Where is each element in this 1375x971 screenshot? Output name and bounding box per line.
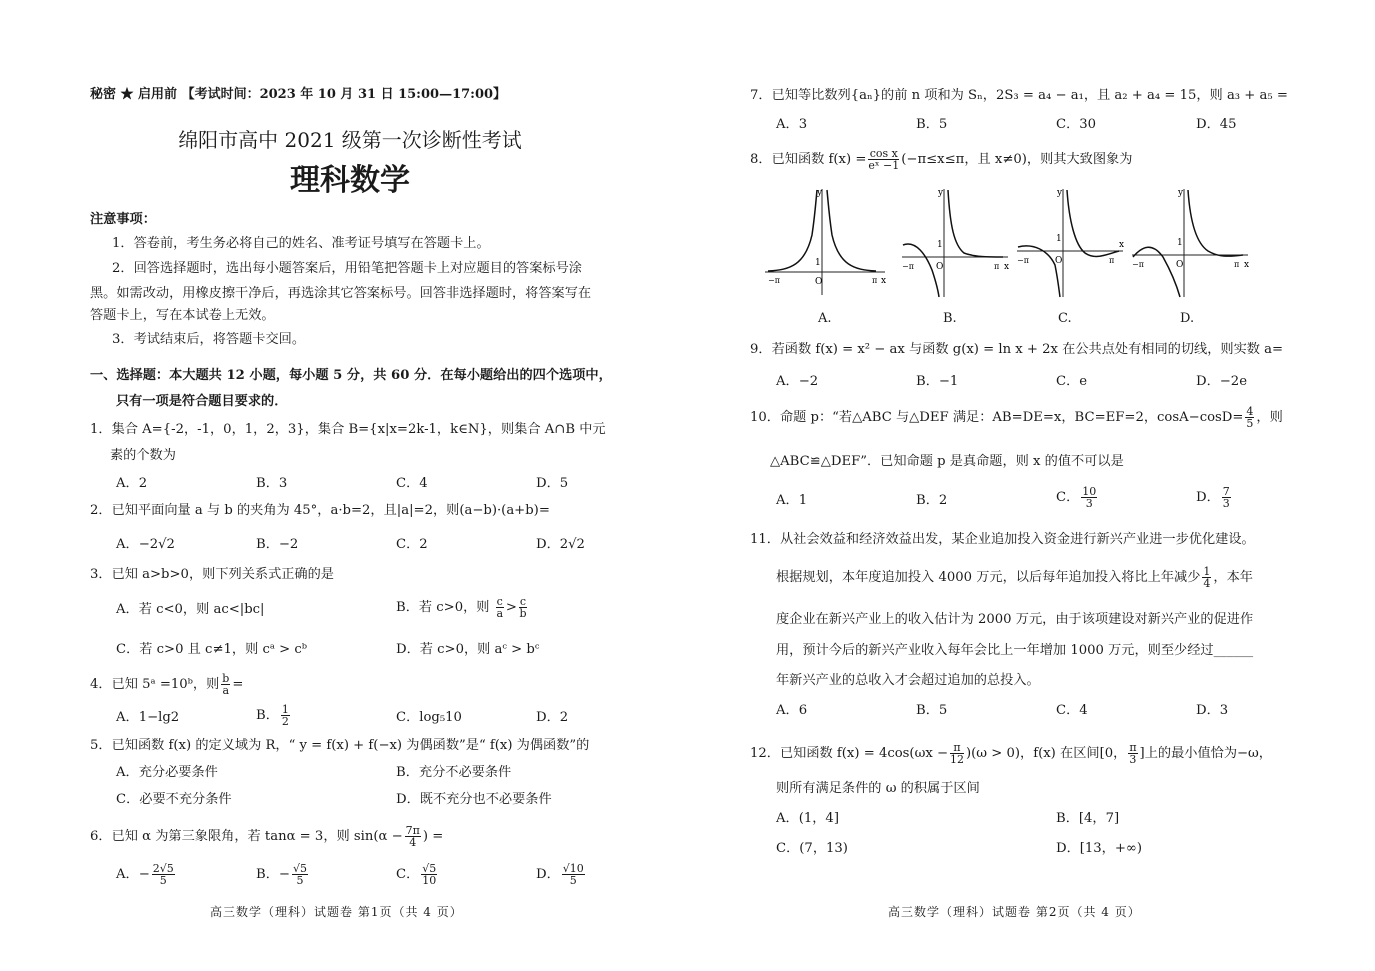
curve: [1188, 190, 1243, 256]
y-axis-label: y: [817, 188, 823, 198]
notice-item: 2．回答选择题时，选出每小题答案后，用铅笔把答题卡上对应题目的答案标号涂: [112, 261, 582, 276]
curve: [948, 190, 1003, 257]
fraction-numerator: b: [222, 672, 230, 685]
q3-option-a: A．若 c<0，则 ac<|bc|: [116, 602, 265, 617]
fraction: [1222, 486, 1231, 509]
fraction-numerator: c: [519, 595, 527, 608]
tick-one: 1: [937, 240, 943, 250]
notice-item: 1．答卷前，考生务必将自己的姓名、准考证号填写在答题卡上。: [112, 236, 490, 251]
curve: [1067, 190, 1119, 257]
fraction-denominator: 2: [281, 715, 289, 728]
tick-pi: π: [872, 276, 878, 285]
q9-option-c: C．e: [1056, 374, 1088, 389]
notice-item: 黑。如需改动，用橡皮擦干净后，再选涂其它答案标号。回答非选择题时，将答案写在: [90, 286, 592, 301]
q7-option-c: C．30: [1056, 117, 1097, 132]
q1-option-a: A．2: [116, 476, 148, 491]
fraction: [421, 863, 437, 886]
question-10-cont: △ABC≌△DEF”．已知命题 p 是真命题，则 x 的值不可以是: [770, 454, 1124, 469]
q10-option-c: [1056, 486, 1099, 509]
fraction-b-over-a: [221, 673, 230, 696]
q9-option-b: B．−1: [916, 374, 959, 389]
q12-option-b: B．[4，7]: [1056, 811, 1120, 826]
question-5: 5．已知函数 f(x) 的定义域为 R，“ y = f(x) + f(−x) 为偶函数”是“ f(x) 为偶函数”的: [90, 738, 590, 753]
section-heading: 一、选择题：本大题共 12 小题，每小题 5 分，共 60 分．在每小题给出的四个选项中，: [90, 368, 612, 383]
x-axis-label: x: [881, 276, 887, 286]
fraction-numerator: √5: [292, 862, 307, 875]
q10-option-d: [1196, 486, 1233, 509]
fraction-numerator: √10: [562, 862, 584, 875]
q12-option-c: C．(7，13): [776, 841, 848, 856]
q7-option-b: B．5: [916, 117, 948, 132]
fraction-numerator: 4: [1246, 405, 1254, 418]
x-axis-label: x: [1244, 260, 1250, 270]
question-6: [90, 825, 443, 848]
tick-neg-pi: −π: [902, 262, 914, 271]
fraction-numerator: 2√5: [152, 862, 174, 875]
q12-text-mid: )(ω > 0)，f(x) 在区间[0，: [966, 746, 1127, 761]
q5-option-c: C．必要不充分条件: [116, 792, 232, 807]
exam-title: 绵阳市高中 2021 级第一次诊断性考试: [178, 128, 522, 152]
y-axis-label: y: [1057, 188, 1063, 198]
tick-neg-pi: −π: [1132, 260, 1144, 269]
subject-title: 理科数学: [290, 163, 410, 198]
fraction-denominator: b: [519, 607, 527, 620]
q3-option-c: C．若 c>0 且 c≠1，则 cᵃ > cᵇ: [116, 642, 308, 657]
q3-option-b-text: B．若 c>0，则: [396, 600, 490, 615]
q11-option-c: C．4: [1056, 703, 1088, 718]
fraction-c-over-b: [519, 596, 527, 619]
question-8: [750, 148, 1132, 171]
fraction-1-over-4: [1202, 566, 1211, 589]
fraction-numerator: 7π: [405, 824, 420, 837]
q1-option-c: C．4: [396, 476, 428, 491]
graph-option-c: [1013, 185, 1128, 300]
fraction-denominator: 3: [1129, 753, 1137, 766]
q6-option-label: A．−: [116, 867, 150, 882]
notice-heading: 注意事项：: [90, 212, 156, 227]
fraction-numerator: π: [950, 742, 964, 754]
question-12-cont: 则所有满足条件的 ω 的积属于区间: [776, 781, 980, 796]
graph-option-b: [898, 185, 1013, 300]
fraction-denominator: 10: [422, 874, 437, 887]
page-footer: 高三数学（理科）试题卷 第1页（共 4 页）: [210, 905, 463, 919]
fraction-c-over-a: [496, 596, 504, 619]
exam-time-line: 秘密 ★ 启用前 【考试时间：2023 年 10 月 31 日 15:00—17:00】: [90, 87, 507, 102]
q6-option-label: C．: [396, 867, 420, 882]
question-1-cont: 素的个数为: [110, 448, 176, 463]
q12-option-a: A．(1，4]: [776, 811, 839, 826]
origin-label: O: [936, 262, 944, 272]
q5-option-d: D．既不充分也不必要条件: [396, 792, 552, 807]
y-axis-label: y: [1178, 188, 1184, 198]
question-1: 1．集合 A={-2，-1，0，1，2，3}，集合 B={x|x=2k-1，k∈N}，则集合 A∩B 中元: [90, 422, 606, 437]
q7-option-d: D．45: [1196, 117, 1237, 132]
q12-option-d: D．[13，+∞): [1056, 841, 1143, 856]
x-axis-label: x: [1004, 262, 1010, 272]
curve: [827, 190, 876, 271]
q3-option-b: B．若 c>0，则 $\frac{c}{a}$ > $\frac{c}{b}$: [396, 595, 527, 620]
fraction-numerator: c: [496, 595, 503, 608]
q6-option-b: [256, 863, 310, 886]
q6-option-label: B．−: [256, 867, 290, 882]
x-axis-label: x: [1119, 240, 1125, 250]
graph-label-a: A.: [818, 311, 832, 326]
q4-option-b: [256, 704, 292, 727]
fraction-pi-over-12: [950, 742, 964, 765]
fraction-denominator: 5: [159, 874, 167, 887]
q12-text: 12．已知函数 f(x) = 4cos(ωx −: [750, 746, 949, 761]
q6-option-a: [116, 863, 177, 886]
q4-text: 4．已知 5ᵃ =10ᵇ，则: [90, 677, 220, 692]
fraction-denominator: 4: [1203, 577, 1211, 590]
graph-option-d: [1128, 185, 1253, 300]
q6-option-label: D．: [536, 867, 560, 882]
question-10: [750, 406, 1283, 429]
fraction-numerator: 10: [1082, 485, 1097, 498]
q2-option-b: B．−2: [256, 537, 299, 552]
q3-option-d: D．若 c>0，则 aᶜ > bᶜ: [396, 642, 540, 657]
fraction-denominator: 12: [950, 753, 965, 766]
question-11-cont: 用，预计今后的新兴产业收入每年会比上一年增加 1000 万元，则至少经过______: [776, 643, 1254, 658]
question-11-cont: 年新兴产业的总收入才会超过追加的总投入。: [776, 673, 1040, 688]
q8-text-end: (−π≤x≤π，且 x≠0)，则其大致图象为: [901, 152, 1133, 167]
q2-option-c: C．2: [396, 537, 428, 552]
q9-option-d: D．−2e: [1196, 374, 1248, 389]
q4-option-d: D．2: [536, 710, 569, 725]
fraction-numerator: 1: [281, 703, 289, 716]
question-3: 3．已知 a>b>0，则下列关系式正确的是: [90, 567, 334, 582]
tick-pi: π: [1109, 256, 1115, 265]
origin-label: O: [1176, 260, 1184, 270]
question-9: 9．若函数 f(x) = x² − ax 与函数 g(x) = ln x + 2x 在公共点处有相同的切线，则实数 a=: [750, 342, 1284, 357]
q10-text-end: ，则: [1256, 410, 1283, 425]
question-11: 11．从社会效益和经济效益出发，某企业追加投入资金进行新兴产业进一步优化建设。: [750, 532, 1255, 547]
q6-option-c: [396, 863, 439, 886]
fraction-denominator: a: [496, 607, 504, 620]
fraction: [562, 863, 585, 886]
q4-text-end: =: [232, 677, 244, 692]
question-12: [750, 742, 1272, 765]
q5-option-b: B．充分不必要条件: [396, 765, 512, 780]
curve: [1018, 246, 1063, 297]
q6-option-d: [536, 863, 587, 886]
graph-label-c: C.: [1058, 311, 1072, 326]
q9-option-a: A．−2: [776, 374, 819, 389]
question-2: 2．已知平面向量 a 与 b 的夹角为 45°，a·b=2，且|a|=2，则(a−b)·(a+b)=: [90, 503, 550, 518]
fraction-denominator: 5: [1246, 417, 1254, 430]
fraction: [1081, 486, 1097, 509]
q10-option-label: C．: [1056, 490, 1080, 505]
tick-pi: π: [1234, 260, 1240, 269]
section-heading: 只有一项是符合题目要求的．: [116, 394, 288, 409]
curve: [768, 190, 817, 271]
question-11-cont: 度企业在新兴产业上的收入估计为 2000 万元，由于该项建设对新兴产业的促进作: [776, 612, 1254, 627]
left-page: [0, 0, 687, 971]
graph-label-d: D.: [1180, 311, 1195, 326]
fraction-cosx-over-ex-minus-1: [868, 148, 899, 171]
q10-option-b: B．2: [916, 493, 948, 508]
fraction-denominator: 4: [409, 836, 417, 849]
q4-option-a: A．1−lg2: [116, 710, 180, 725]
fraction-numerator: 1: [1203, 565, 1211, 578]
tick-neg-pi: −π: [768, 276, 780, 285]
fraction-numerator: √5: [422, 862, 437, 875]
q6-text-end: ) =: [422, 829, 444, 844]
fraction-denominator: a: [222, 684, 230, 697]
graph-label-b: B.: [943, 311, 957, 326]
q11-text-end: ，本年: [1213, 570, 1253, 585]
fraction-denominator: 3: [1222, 497, 1230, 510]
q5-option-a: A．充分必要条件: [116, 765, 218, 780]
q2-option-a: A．−2√2: [116, 537, 175, 552]
fraction-one-half: [281, 704, 290, 727]
q2-option-d: D．2√2: [536, 537, 585, 552]
notice-item: 答题卡上，写在本试卷上无效。: [90, 308, 275, 323]
right-page: [688, 0, 1375, 971]
graph-option-a: [760, 185, 890, 300]
q6-text: 6．已知 α 为第三象限角，若 tanα = 3，则 sin(α −: [90, 829, 403, 844]
q11-option-d: D．3: [1196, 703, 1229, 718]
q10-text: 10．命题 p：“若△ABC 与△DEF 满足：AB=DE=x，BC=EF=2，cosA−cosD=: [750, 410, 1244, 425]
q10-option-label: D．: [1196, 490, 1220, 505]
q11-option-a: A．6: [776, 703, 808, 718]
tick-neg-pi: −π: [1017, 256, 1029, 265]
tick-one: 1: [1177, 238, 1183, 248]
fraction-denominator: eˣ −1: [868, 159, 900, 172]
page-footer: 高三数学（理科）试题卷 第2页（共 4 页）: [888, 905, 1141, 919]
q11-option-b: B．5: [916, 703, 948, 718]
origin-label: O: [1055, 256, 1063, 266]
y-axis-label: y: [938, 188, 944, 198]
fraction-denominator: 5: [296, 874, 304, 887]
tick-one: 1: [815, 258, 821, 268]
question-7: 7．已知等比数列{aₙ}的前 n 项和为 Sₙ，2S₃ = a₄ − a₁，且 a₂ + a₄ = 15，则 a₃ + a₅ =: [750, 88, 1288, 103]
q4-option-b-label: B．: [256, 708, 279, 723]
origin-label: O: [815, 277, 823, 287]
fraction-4-over-5: [1245, 406, 1254, 429]
q1-option-b: B．3: [256, 476, 288, 491]
notice-item: 3．考试结束后，将答题卡交回。: [112, 332, 306, 347]
fraction: [152, 863, 175, 886]
q8-text: 8．已知函数 f(x) =: [750, 152, 867, 167]
fraction-numerator: π: [1129, 741, 1137, 754]
fraction: [292, 863, 308, 886]
q10-option-a: A．1: [776, 493, 808, 508]
fraction-pi-over-3: [1128, 742, 1137, 765]
fraction-numerator: 7: [1222, 485, 1230, 498]
tick-pi: π: [994, 262, 1000, 271]
question-4: [90, 673, 243, 696]
q1-option-d: D．5: [536, 476, 569, 491]
q11-text: 根据规划，本年度追加投入 4000 万元，以后每年追加投入将比上年减少: [776, 570, 1201, 585]
fraction-denominator: 5: [569, 874, 577, 887]
q12-text-end: ]上的最小值恰为−ω，: [1139, 746, 1272, 761]
question-11-cont: [776, 566, 1253, 589]
fraction-denominator: 3: [1085, 497, 1093, 510]
tick-one: 1: [1056, 234, 1062, 244]
fraction-numerator: cos x: [869, 147, 898, 160]
q4-option-c: C．log₅10: [396, 710, 462, 725]
fraction-7pi-over-4: [405, 825, 421, 848]
q7-option-a: A．3: [776, 117, 808, 132]
